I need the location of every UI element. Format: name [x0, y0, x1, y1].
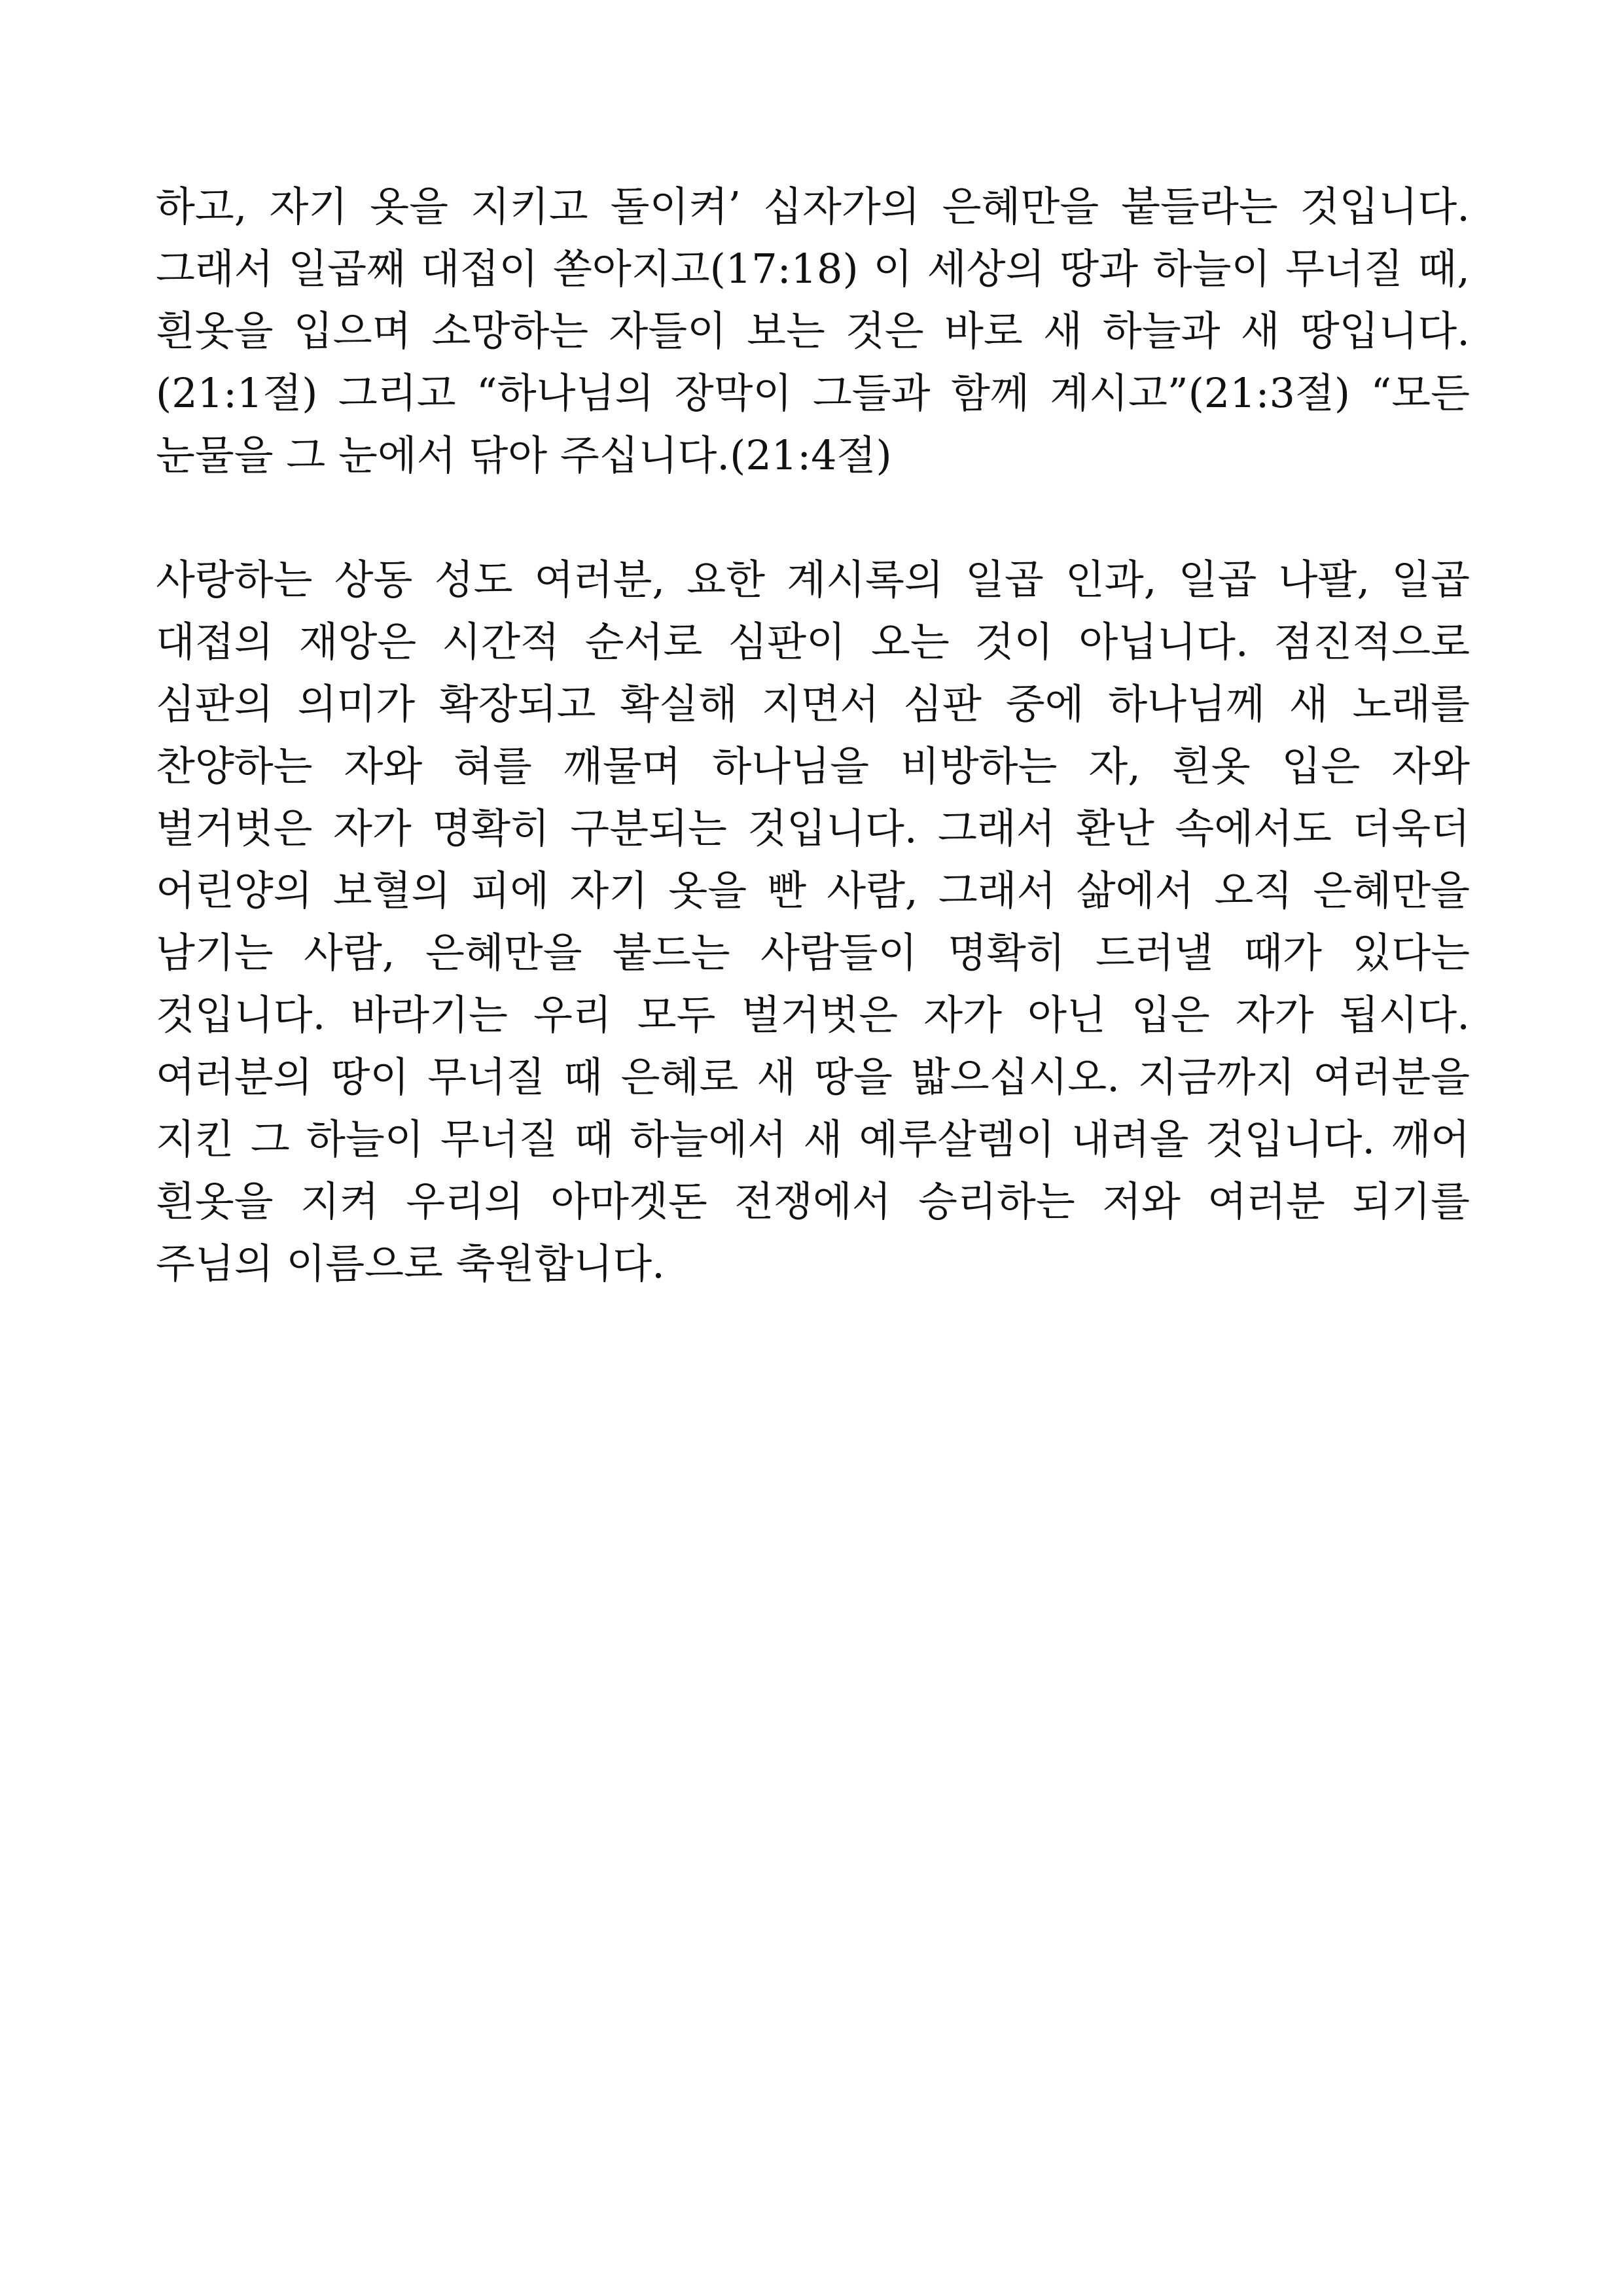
page-body [156, 175, 1470, 1295]
paragraph-1: 하고, 자기 옷을 지키고 돌이켜’ 십자가의 은혜만을 붙들라는 것입니다. 그래서 일곱째 대접이 쏟아지고(17:18) 이 세상의 땅과 하늘이 무너질 때, 흰옷을 입으며 소망하는 자들이 보는 것은 바로 새 하늘과 새 땅입니다.(21:1절) 그리고 “하나님의 장막이 그들과 함께 계시고”(21:3절) “모든 눈물을 그 눈에서 닦아 주십니다.(21:4절) [156, 183, 1470, 479]
paragraph-2: 사랑하는 상동 성도 여러분, 요한 계시록의 일곱 인과, 일곱 나팔, 일곱 대접의 재앙은 시간적 순서로 심판이 오는 것이 아닙니다. 점진적으로 심판의 의미가 확장되고 확실해 지면서 심판 중에 하나님께 새 노래를 찬양하는 자와 혀를 깨물며 하나님을 비방하는 자, 흰옷 입은 자와 벌거벗은 자가 명확히 구분되는 것입니다. 그래서 환난 속에서도 더욱더 어린양의 보혈의 피에 자기 옷을 빤 사람, 그래서 삶에서 오직 은혜만을 남기는 사람, 은혜만을 붙드는 사람들이 명확히 드러낼 때가 있다는 것입니다. 바라기는 우리 모두 벌거벗은 자가 아닌 입은 자가 됩시다. 여러분의 땅이 무너질 때 은혜로 새 땅을 밟으십시오. 지금까지 여러분을 지킨 그 하늘이 무너질 때 하늘에서 새 예루살렘이 내려올 것입니다. 깨어 흰옷을 지켜 우리의 아마겟돈 전쟁에서 승리하는 저와 여러분 되기를 주님의 이름으로 축원합니다. [156, 556, 1470, 1287]
